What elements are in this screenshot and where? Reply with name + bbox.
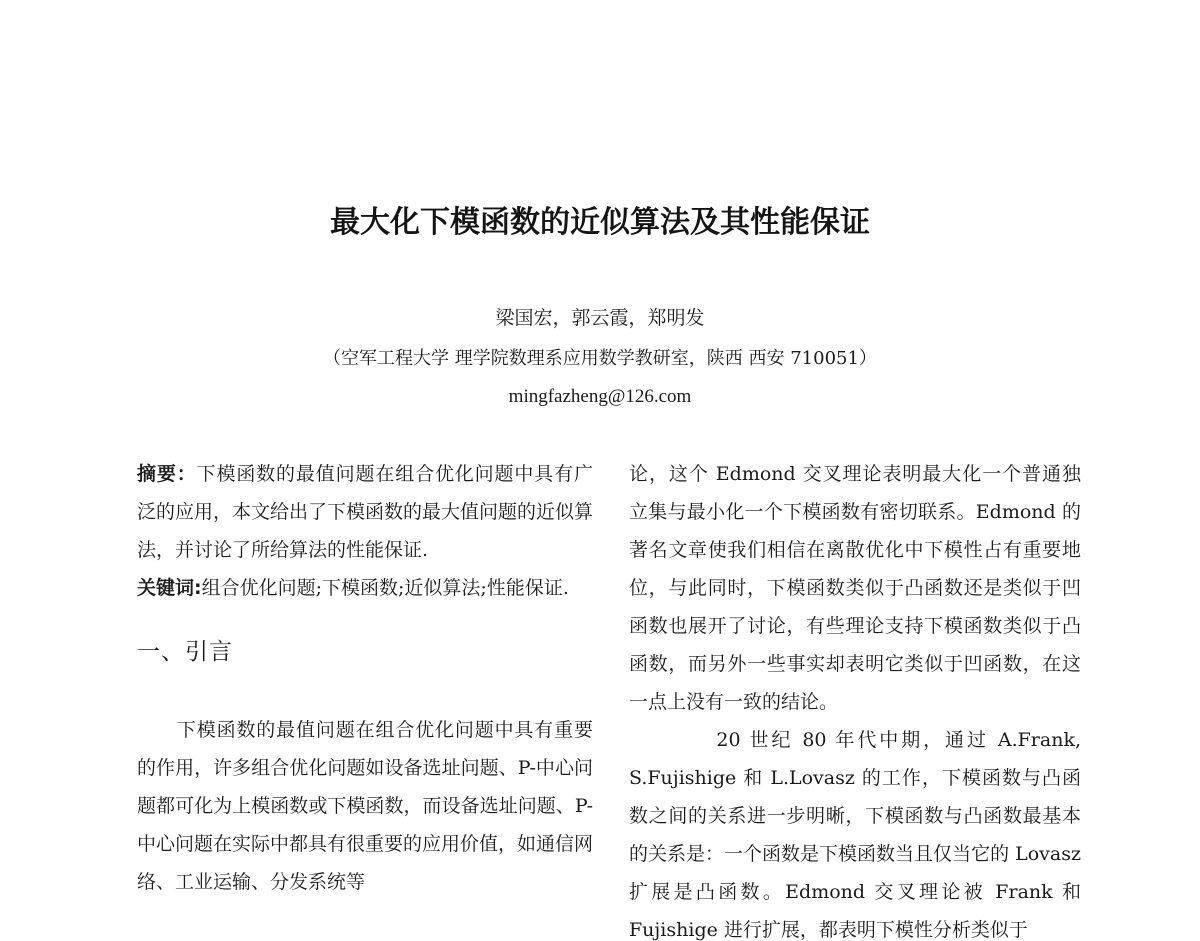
author-email: mingfazheng@126.com [508, 386, 692, 407]
intro-paragraph: 下模函数的最值问题在组合优化问题中具有重要的作用，许多组合优化问题如设备选址问题、P-中心问题都可化为上模函数或下模函数，而设备选址问题、P-中心问题在实际中都具有很重要的应用价值，如通信网络、工业运输、分发系统等 [137, 719, 594, 893]
right-paragraph-2: 20 世纪 80 年代中期，通过 A.Frank, S.Fujishige 和 L.Lovasz 的工作，下模函数与凸函数之间的关系进一步明晰，下模函数与凸函数最基本的关系是：一个函数是下模函数当且仅当它的 Lovasz 扩展是凸函数。Edmond 交叉理论被 Frank 和 Fujishige 进行扩展，都表明下模性分析类似于 [629, 729, 1081, 941]
paper-affiliation: （空军工程大学 理学院数理系应用数学教研室，陕西 西安 710051） [323, 348, 877, 369]
right-paragraph-1: 论，这个 Edmond 交叉理论表明最大化一个普通独立集与最小化一个下模函数有密切联系。Edmond 的著名文章使我们相信在离散优化中下模性占有重要地位，与此同时，下模函数类似于凸函数还是类似于凹函数也展开了讨论，有些理论支持下模函数类似于凸函数，而另外一些事实却表明它类似于凹函数，在这一点上没有一致的结论。 [629, 463, 1081, 713]
left-column [137, 455, 593, 901]
keywords-text: 组合优化问题;下模函数;近似算法;性能保证. [201, 577, 569, 599]
keywords [137, 569, 593, 607]
right-column [629, 455, 1081, 941]
paper-title: 最大化下模函数的近似算法及其性能保证 [330, 205, 870, 240]
keywords-label: 关键词: [137, 577, 202, 599]
section-heading-introduction: 一、引言 [137, 639, 233, 665]
paper-authors: 梁国宏，郭云霞，郑明发 [495, 307, 705, 329]
abstract-label: 摘要： [137, 463, 197, 485]
abstract [137, 455, 593, 569]
abstract-text: 下模函数的最值问题在组合优化问题中具有广泛的应用，本文给出了下模函数的最大值问题的近似算法，并讨论了所给算法的性能保证. [137, 463, 594, 561]
